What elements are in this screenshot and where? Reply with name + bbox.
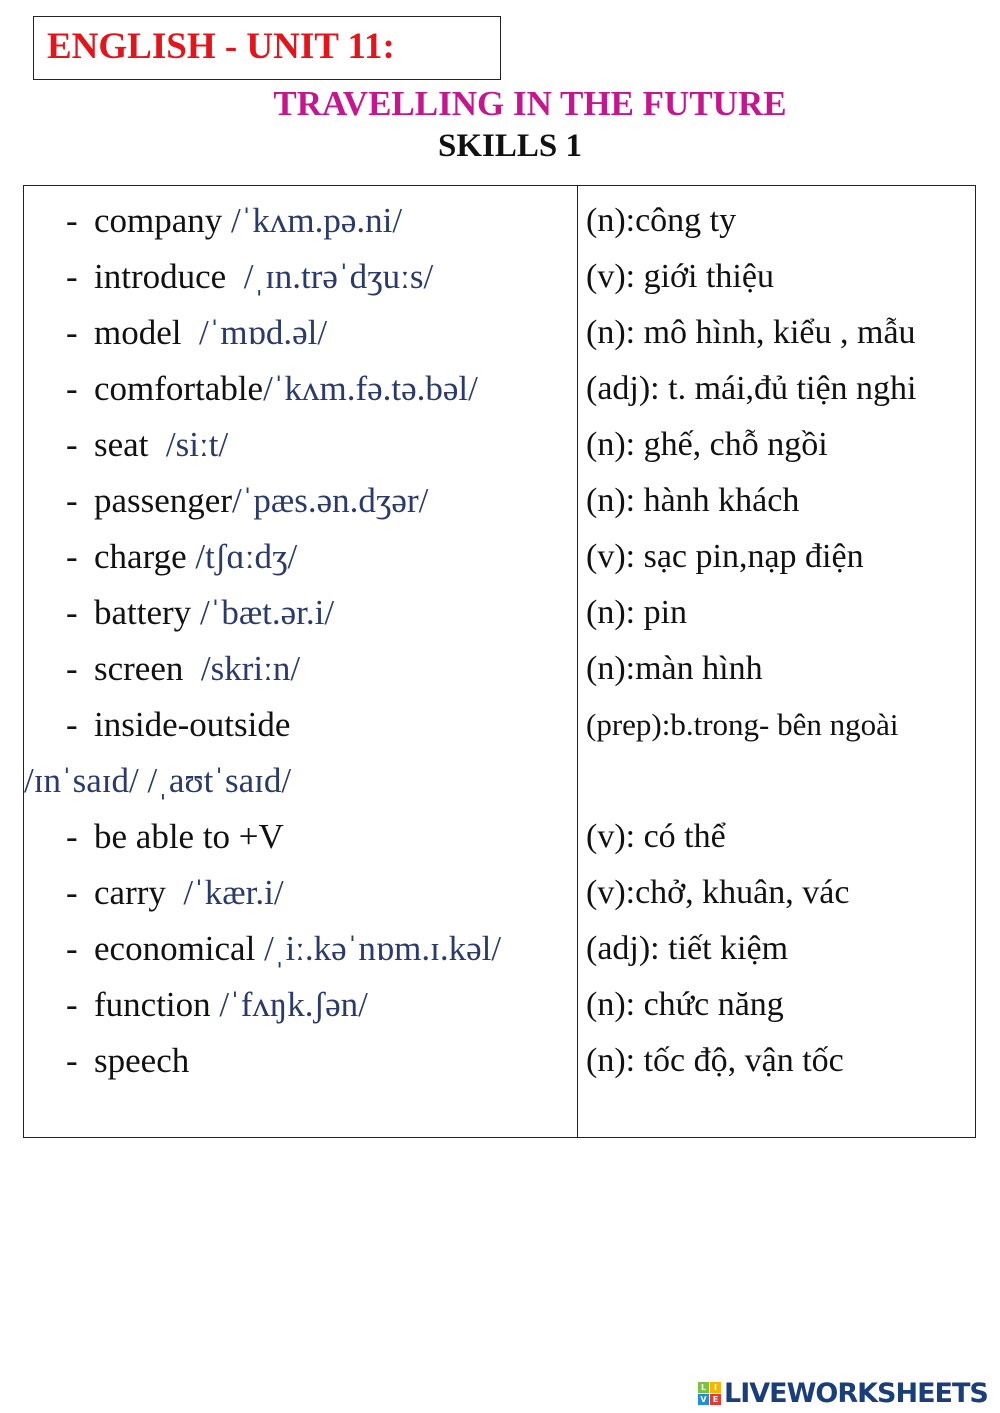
lesson-subtitle: TRAVELLING IN THE FUTURE (273, 84, 787, 123)
vocab-word-row (66, 868, 501, 924)
vocab-word: inside-outside (94, 705, 291, 744)
bullet-dash: - (66, 985, 78, 1024)
vocab-meaning: (n): tốc độ, vận tốc (586, 1042, 844, 1079)
bullet-dash: - (66, 481, 78, 520)
vocab-meaning: (n): ghế, chỗ ngồi (586, 426, 828, 463)
vocab-word-row (66, 924, 501, 980)
vocab-ipa: /skriːn/ (200, 649, 301, 688)
bullet-dash: - (66, 1041, 78, 1080)
vocab-word-row (66, 308, 501, 364)
vocab-word: passenger (94, 481, 233, 520)
bullet-dash: - (66, 369, 78, 408)
logo-mark-icon (698, 1382, 721, 1405)
bullet-dash: - (66, 201, 78, 240)
vocab-word: model (94, 313, 199, 352)
vocabulary-table (23, 185, 976, 1138)
vocab-ipa: /ˈkʌm.fə.tə.bəl/ (263, 369, 478, 408)
vocab-meaning: (n):màn hình (586, 650, 763, 687)
vocab-meaning: (adj): t. mái,đủ tiện nghi (586, 370, 917, 407)
vocab-meaning: (v): có thể (586, 818, 726, 855)
vocab-word: speech (94, 1041, 190, 1080)
vocab-meanings-column (586, 196, 917, 1092)
vocab-ipa: /ˈpæs.ən.dʒər/ (232, 481, 429, 520)
vocab-ipa: /ˈfʌŋk.ʃən/ (219, 985, 368, 1024)
vocab-ipa: /ɪnˈsaɪd/ /ˌaʊtˈsaɪd/ (24, 761, 292, 800)
vocab-word: function (94, 985, 220, 1024)
vocab-word-row (66, 812, 501, 868)
vocab-word: screen (94, 649, 201, 688)
vocab-meaning (586, 756, 917, 812)
vocab-meaning: (v): giới thiệu (586, 258, 774, 295)
bullet-dash: - (66, 649, 78, 688)
bullet-dash: - (66, 705, 78, 744)
vocab-ipa: /tʃɑːdʒ/ (195, 537, 298, 576)
vocab-meaning: (v): sạc pin,nạp điện (586, 538, 864, 575)
vocab-word: seat (94, 425, 166, 464)
unit-title-box (33, 16, 501, 80)
vocab-ipa: /ˈmɒd.əl/ (198, 313, 328, 352)
column-divider (577, 186, 578, 1137)
bullet-dash: - (66, 593, 78, 632)
vocab-ipa: /ˌiː.kəˈnɒm.ɪ.kəl/ (264, 929, 502, 968)
vocab-word: comfortable (94, 369, 264, 408)
vocab-word-row (66, 588, 501, 644)
vocab-ipa: /ˈbæt.ər.i/ (199, 593, 335, 632)
bullet-dash: - (66, 873, 78, 912)
vocab-word: carry (94, 873, 184, 912)
vocab-word: company (94, 201, 232, 240)
vocab-meaning: (n):công ty (586, 202, 737, 239)
logo-text: LIVEWORKSHEETS (724, 1378, 988, 1409)
logo-mark-letter: E (710, 1394, 721, 1405)
bullet-dash: - (66, 257, 78, 296)
vocab-meaning: (n): chức năng (586, 986, 784, 1023)
logo-mark-letter: I (710, 1382, 721, 1393)
bullet-dash: - (66, 425, 78, 464)
logo-mark-letter: V (698, 1394, 709, 1405)
vocab-word-row (66, 196, 501, 252)
vocab-word-row (66, 364, 501, 420)
logo-mark-letter: L (698, 1382, 709, 1393)
vocab-ipa: /siːt/ (165, 425, 229, 464)
vocab-word: battery (94, 593, 200, 632)
vocab-meaning: (prep):b.trong- bên ngoài (586, 707, 899, 742)
bullet-dash: - (66, 817, 78, 856)
vocab-meaning: (n): mô hình, kiểu , mẫu (586, 314, 916, 351)
bullet-dash: - (66, 313, 78, 352)
vocab-word-row (24, 756, 501, 812)
vocab-word-row (66, 252, 501, 308)
vocab-word: economical (94, 929, 265, 968)
unit-title: ENGLISH - UNIT 11: (47, 26, 395, 67)
vocab-word-row (66, 644, 501, 700)
vocab-meaning: (adj): tiết kiệm (586, 930, 789, 967)
bullet-dash: - (66, 929, 78, 968)
liveworksheets-logo (698, 1378, 988, 1409)
vocab-word-row (66, 476, 501, 532)
vocab-word-row (66, 700, 501, 756)
vocab-ipa: /ˈkær.i/ (183, 873, 284, 912)
bullet-dash: - (66, 537, 78, 576)
vocab-word: be able to +V (94, 817, 284, 856)
vocab-ipa: /ˌɪn.trəˈdʒuːs/ (243, 257, 434, 296)
vocab-meaning: (n): pin (586, 594, 688, 631)
vocab-word: charge (94, 537, 196, 576)
vocab-word-row (66, 420, 501, 476)
vocab-word-row (66, 1036, 501, 1092)
vocab-word-row (66, 980, 501, 1036)
vocab-meaning: (v):chở, khuân, vác (586, 874, 850, 911)
section-title: SKILLS 1 (438, 128, 582, 164)
vocab-word-row (66, 532, 501, 588)
vocab-words-column (24, 196, 502, 1092)
vocab-word: introduce (94, 257, 244, 296)
vocab-meaning: (n): hành khách (586, 482, 800, 519)
vocab-ipa: /ˈkʌm.pə.ni/ (231, 201, 403, 240)
